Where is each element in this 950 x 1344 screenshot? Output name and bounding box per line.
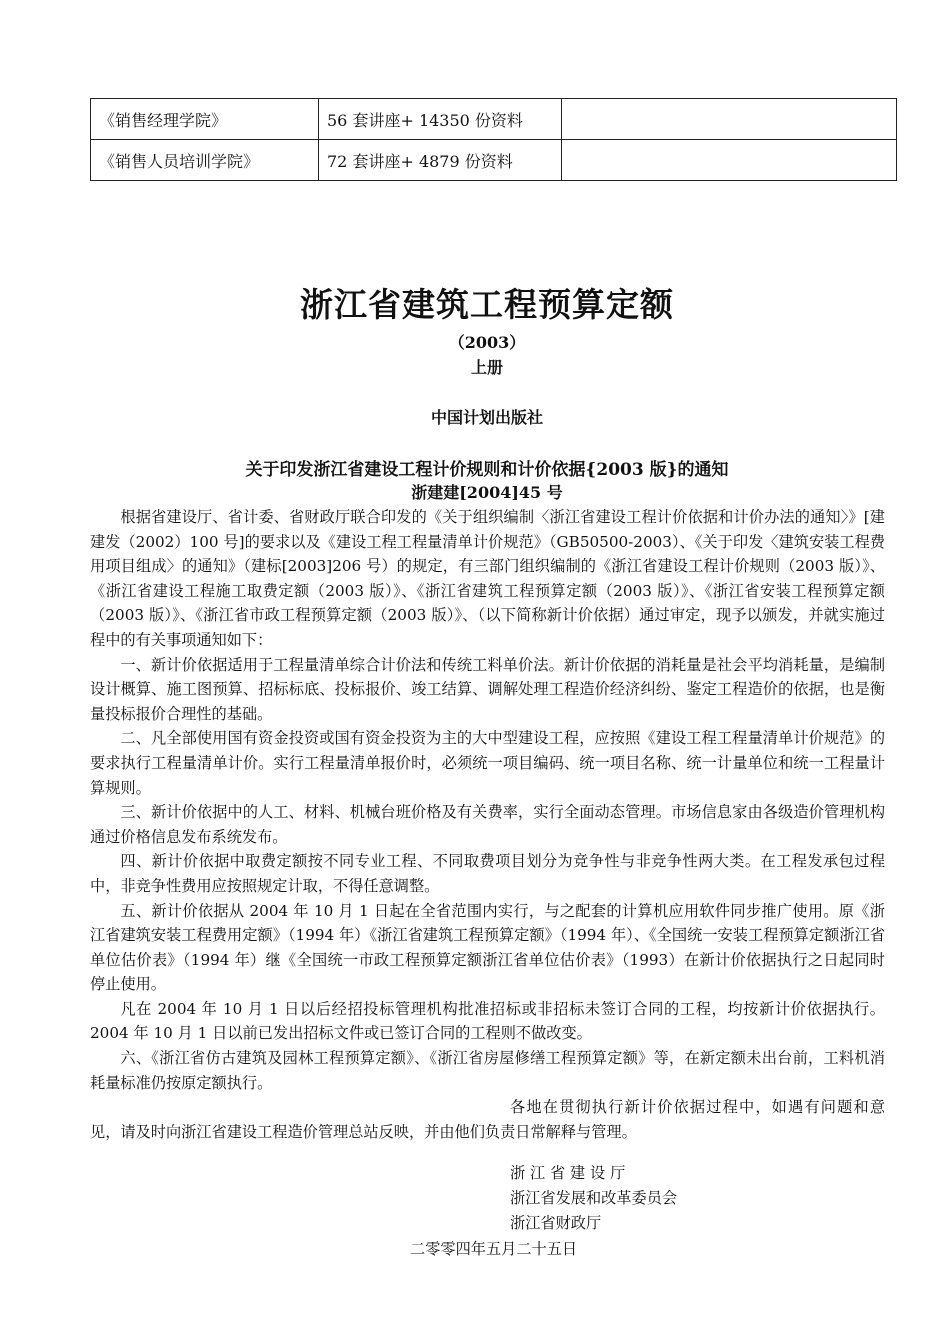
table-cell-note (562, 140, 897, 181)
notice-paragraph: 二、凡全部使用国有资金投资或国有资金投资为主的大中型建设工程，应按照《建设工程工程量清单计价规范》的要求执行工程量清单计价。实行工程量清单报价时，必须统一项目编码、统一项目名称、统一计量单位和统一工程量计算规则。 (90, 729, 885, 797)
book-publisher: 中国计划出版社 (430, 408, 543, 427)
signatory: 浙 江 省 建 设 厅 (510, 1164, 626, 1182)
notice-doc-number: 浙建建[2004]45 号 (411, 483, 563, 502)
notice-paragraph: 六、《浙江省仿古建筑及园林工程预算定额》、《浙江省房屋修缮工程预算定额》等，在新定额未出台前，工料机消耗量标准仍按原定额执行。 (90, 1049, 885, 1092)
table-cell-name: 《销售经理学院》 (91, 99, 319, 140)
signatory: 浙江省财政厅 (510, 1214, 602, 1232)
table-cell-name: 《销售人员培训学院》 (91, 140, 319, 181)
notice-body (90, 505, 885, 1144)
table-row (91, 99, 897, 140)
notice-closing: 各地在贯彻执行新计价依据过程中，如遇有问题和意见，请及时向浙江省建设工程造价管理总站反映，并由他们负责日常解释与管理。 (90, 1098, 885, 1141)
book-title: 浙江省建筑工程预算定额 (300, 285, 674, 324)
book-year: （2003） (448, 333, 526, 352)
notice-paragraph: 根据省建设厅、省计委、省财政厅联合印发的《关于组织编制〈浙江省建设工程计价依据和计价办法的通知〉》[建建发（2002）100 号]的要求以及《建设工程工程量清单计价规范》（GB50500-2003）、《关于印发〈建筑安装工程费用项目组成〉的通知》（建标[2003]206 号）的规定，有三部门组织编制的《浙江省建设工程计价规则（2003 版）》、《浙江省建设工程施工取费定额（2003 版）》、《浙江省建筑工程预算定额（2003 版）》、《浙江省安装工程预算定额（2003 版）》、《浙江省市政工程预算定额（2003 版）》、（以下简称新计价依据）通过审定，现予以颁发，并就实施过程中的有关事项通知如下： (90, 508, 885, 649)
notice-paragraph: 四、新计价依据中取费定额按不同专业工程、不同取费项目划分为竞争性与非竞争性两大类。在工程发承包过程中，非竞争性费用应按照规定计取，不得任意调整。 (90, 852, 885, 895)
table-cell-note (562, 99, 897, 140)
notice-date: 二零零四年五月二十五日 (410, 1240, 578, 1258)
signatory: 浙江省发展和改革委员会 (510, 1189, 678, 1207)
catalog-table (90, 98, 897, 181)
notice-paragraph: 凡在 2004 年 10 月 1 日以后经招投标管理机构批准招标或非招标未签订合同的工程，均按新计价依据执行。2004 年 10 月 1 日以前已发出招标文件或已签订合同的工程则不做改变。 (90, 999, 885, 1043)
table-row (91, 140, 897, 181)
book-volume: 上册 (470, 358, 503, 377)
notice-paragraph: 三、新计价依据中的人工、材料、机械台班价格及有关费率，实行全面动态管理。市场信息家由各级造价管理机构通过价格信息发布系统发布。 (90, 803, 885, 846)
notice-paragraph: 五、新计价依据从 2004 年 10 月 1 日起在全省范围内实行，与之配套的计算机应用软件同步推广使用。原《浙江省建筑安装工程费用定额》（1994 年）《浙江省建筑工程预算定额》（1994 年）、《全国统一安装工程预算定额浙江省单位估价表》（1994 年）继《全国统一市政工程预算定额浙江省单位估价表》（1993）在新计价依据执行之日起同时停止使用。 (90, 901, 885, 994)
notice-paragraph: 一、新计价依据适用于工程量清单综合计价法和传统工料单价法。新计价依据的消耗量是社会平均消耗量，是编制设计概算、施工图预算、招标标底、投标报价、竣工结算、调解处理工程造价经济纠纷、鉴定工程造价的依据，也是衡量投标报价合理性的基础。 (90, 655, 885, 723)
table-cell-content: 72 套讲座+ 4879 份资料 (319, 140, 562, 181)
table-cell-content: 56 套讲座+ 14350 份资料 (319, 99, 562, 140)
notice-title: 关于印发浙江省建设工程计价规则和计价依据{2003 版}的通知 (245, 460, 729, 480)
